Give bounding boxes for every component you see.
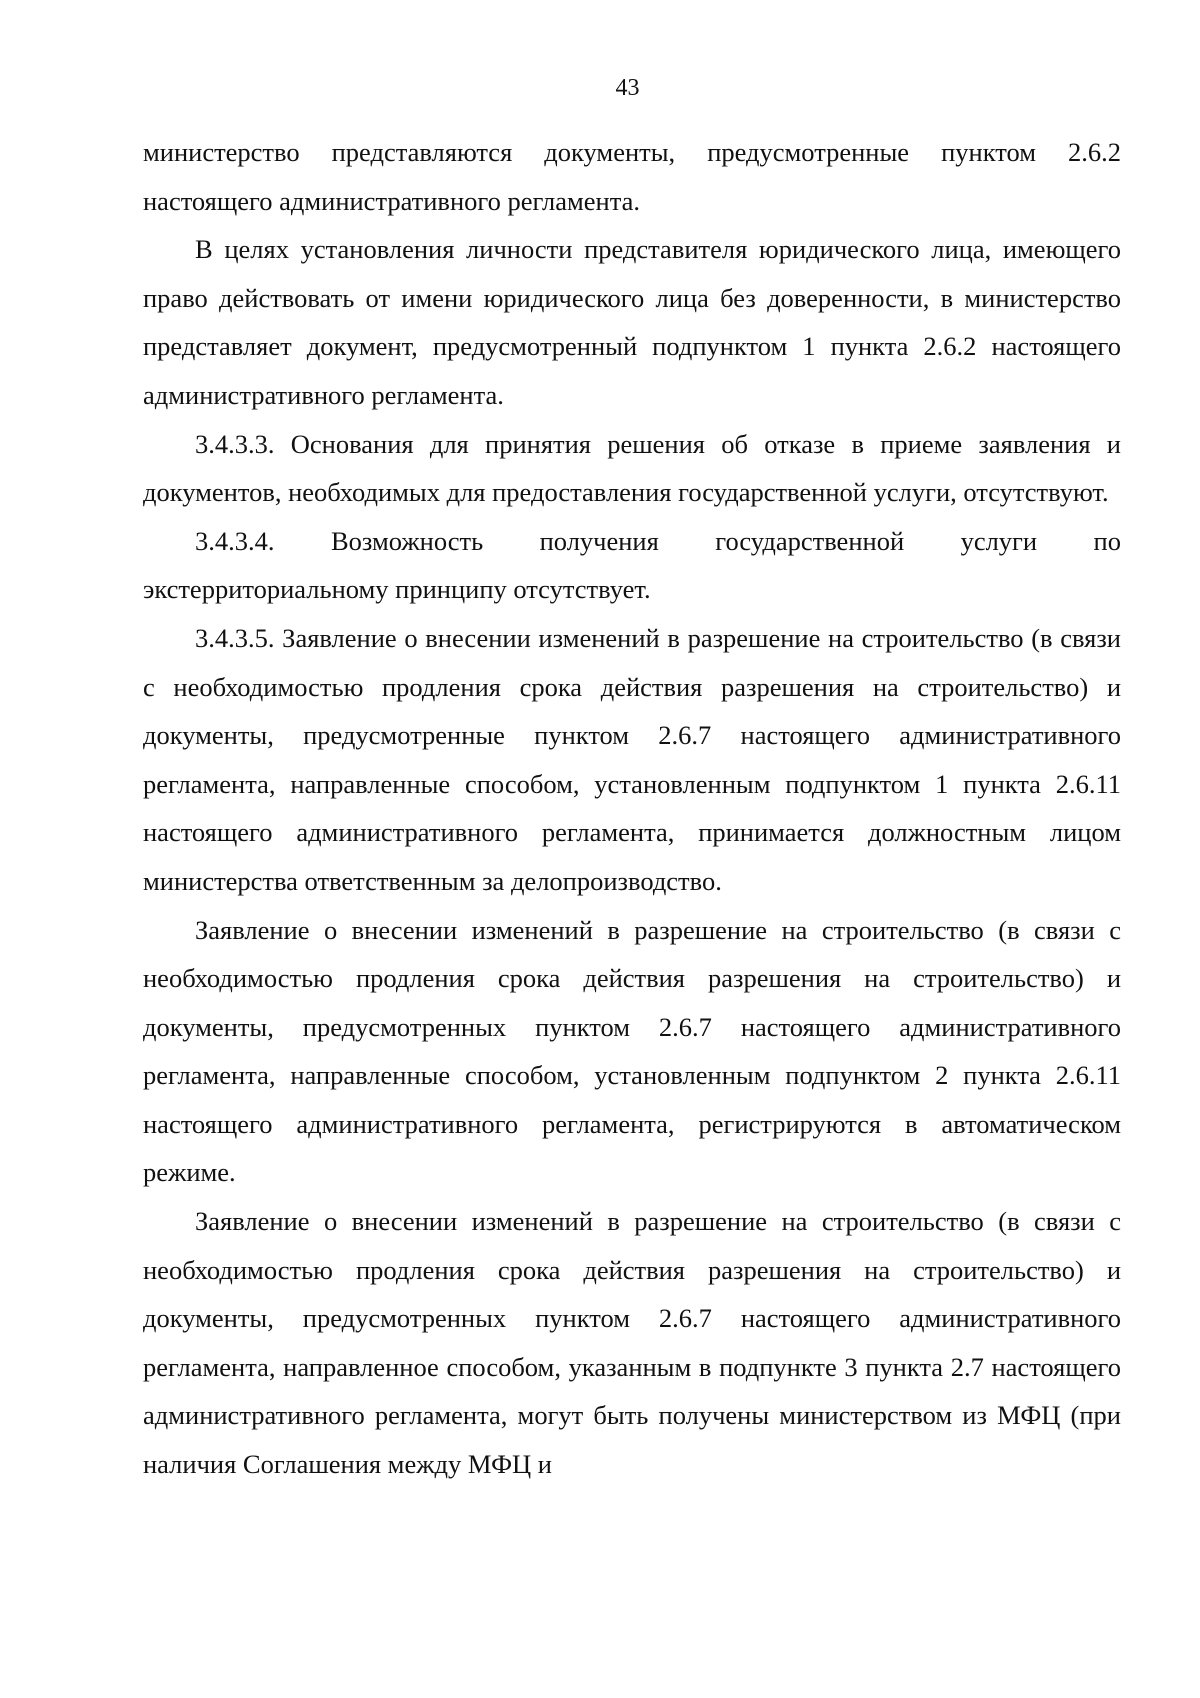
document-body (143, 128, 1121, 1489)
paragraph-3-4-3-3: 3.4.3.3. Основания для принятия решения об отказе в приеме заявления и документов, необходимых для предоставления государственной услуги, отсутствуют. (143, 428, 1121, 508)
paragraph-identity-verification: В целях установления личности представителя юридического лица, имеющего право действовать от имени юридического лица без доверенности, в министерство представляет документ, предусмотренный подпунктом 1 пункта 2.6.2 настоящего административного регламента. (143, 234, 1121, 410)
paragraph-continuation: министерство представляются документы, предусмотренные пунктом 2.6.2 настоящего административного регламента. (143, 137, 1121, 216)
paragraph-mfc-transfer: Заявление о внесении изменений в разрешение на строительство (в связи с необходимостью продления срока действия разрешения на строительство) и документы, предусмотренных пунктом 2.6.7 настоящего административного регламента, направленное способом, указанным в подпункте 3 пункта 2.7 настоящего административного регламента, могут быть получены министерством из МФЦ (при наличия Соглашения между МФЦ и (143, 1206, 1121, 1480)
paragraph-3-4-3-4: 3.4.3.4. Возможность получения государственной услуги по экстерриториальному принципу отсутствует. (143, 525, 1121, 605)
paragraph-automatic-registration: Заявление о внесении изменений в разрешение на строительство (в связи с необходимостью продления срока действия разрешения на строительство) и документы, предусмотренных пунктом 2.6.7 настоящего административного регламента, направленные способом, установленным подпунктом 2 пункта 2.6.11 настоящего административного регламента, регистрируются в автоматическом режиме. (143, 914, 1121, 1188)
page-number: 43 (615, 75, 640, 101)
paragraph-3-4-3-5: 3.4.3.5. Заявление о внесении изменений в разрешение на строительство (в связи с необходимостью продления срока действия разрешения на строительство) и документы, предусмотренные пунктом 2.6.7 настоящего административного регламента, направленные способом, установленным подпунктом 1 пункта 2.6.11 настоящего административного регламента, принимается должностным лицом министерства ответственным за делопроизводство. (143, 622, 1121, 896)
